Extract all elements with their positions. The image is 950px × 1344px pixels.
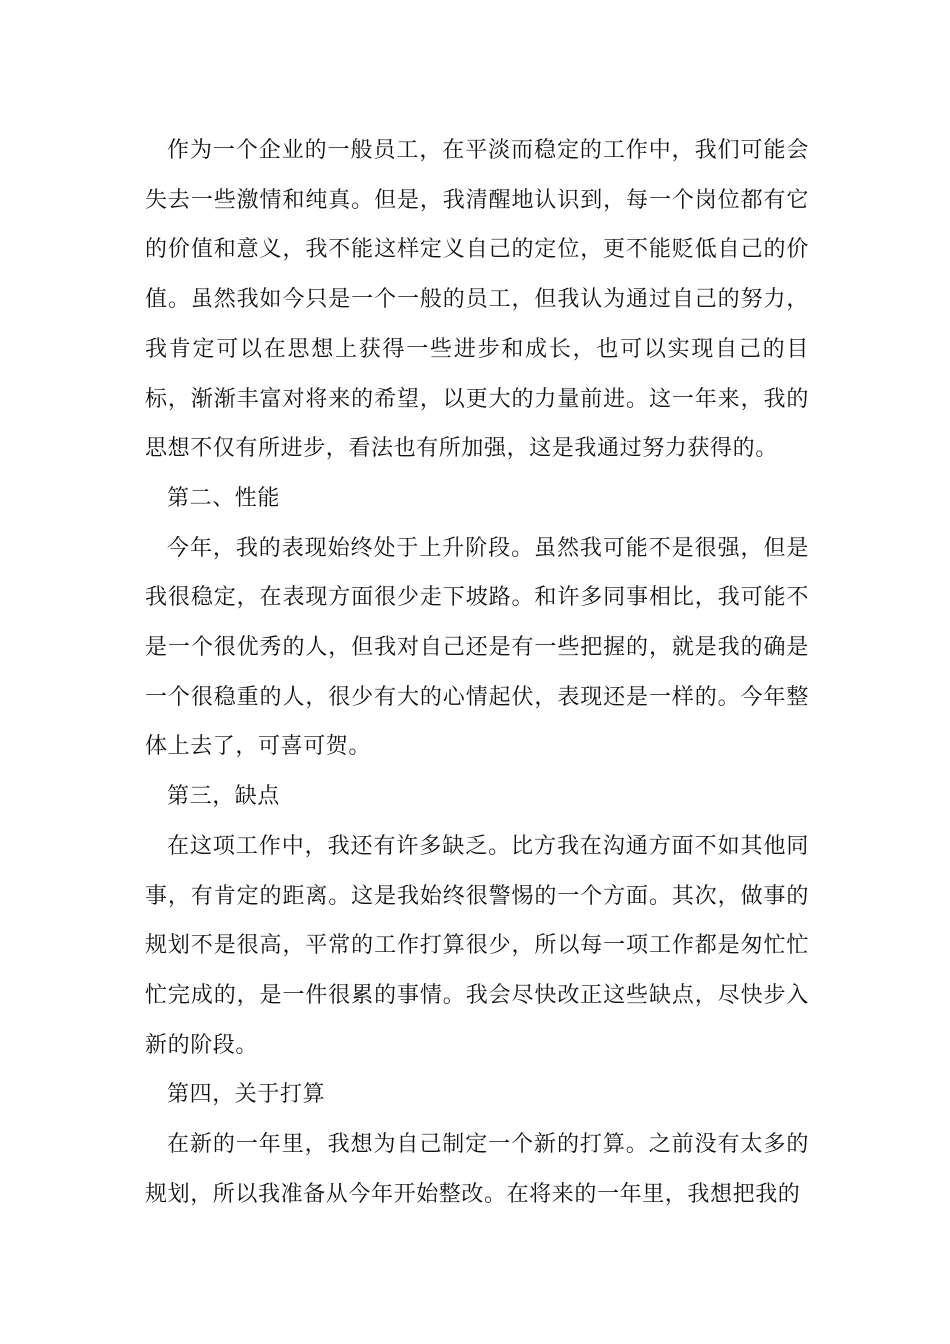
section-heading-shortcomings: 第三，缺点 (167, 784, 281, 810)
paragraph-plans: 在新的一年里，我想为自己制定一个新的打算。之前没有太多的规划，所以我准备从今年开始整改。在将来的一年里，我想把我的 (145, 1132, 809, 1207)
section-heading-plans: 第四，关于打算 (167, 1082, 326, 1108)
section-heading-performance: 第二、性能 (167, 485, 281, 511)
document-body (145, 126, 809, 1219)
paragraph-shortcomings: 在这项工作中，我还有许多缺乏。比方我在沟通方面不如其他同事，有肯定的距离。这是我始终很警惕的一个方面。其次，做事的规划不是很高，平常的工作打算很少，所以每一项工作都是匆忙忙忙完成的，是一件很累的事情。我会尽快改正这些缺点，尽快步入新的阶段。 (145, 833, 809, 1058)
paragraph-thinking: 作为一个企业的一般员工，在平淡而稳定的工作中，我们可能会失去一些激情和纯真。但是，我清醒地认识到，每一个岗位都有它的价值和意义，我不能这样定义自己的定位，更不能贬低自己的价值。虽然我如今只是一个一般的员工，但我认为通过自己的努力，我肯定可以在思想上获得一些进步和成长，也可以实现自己的目标，渐渐丰富对将来的希望，以更大的力量前进。这一年来，我的思想不仅有所进步，看法也有所加强，这是我通过努力获得的。 (145, 138, 809, 462)
paragraph-performance: 今年，我的表现始终处于上升阶段。虽然我可能不是很强，但是我很稳定，在表现方面很少走下坡路。和许多同事相比，我可能不是一个很优秀的人，但我对自己还是有一些把握的，就是我的确是一个很稳重的人，很少有大的心情起伏，表现还是一样的。今年整体上去了，可喜可贺。 (145, 535, 809, 760)
